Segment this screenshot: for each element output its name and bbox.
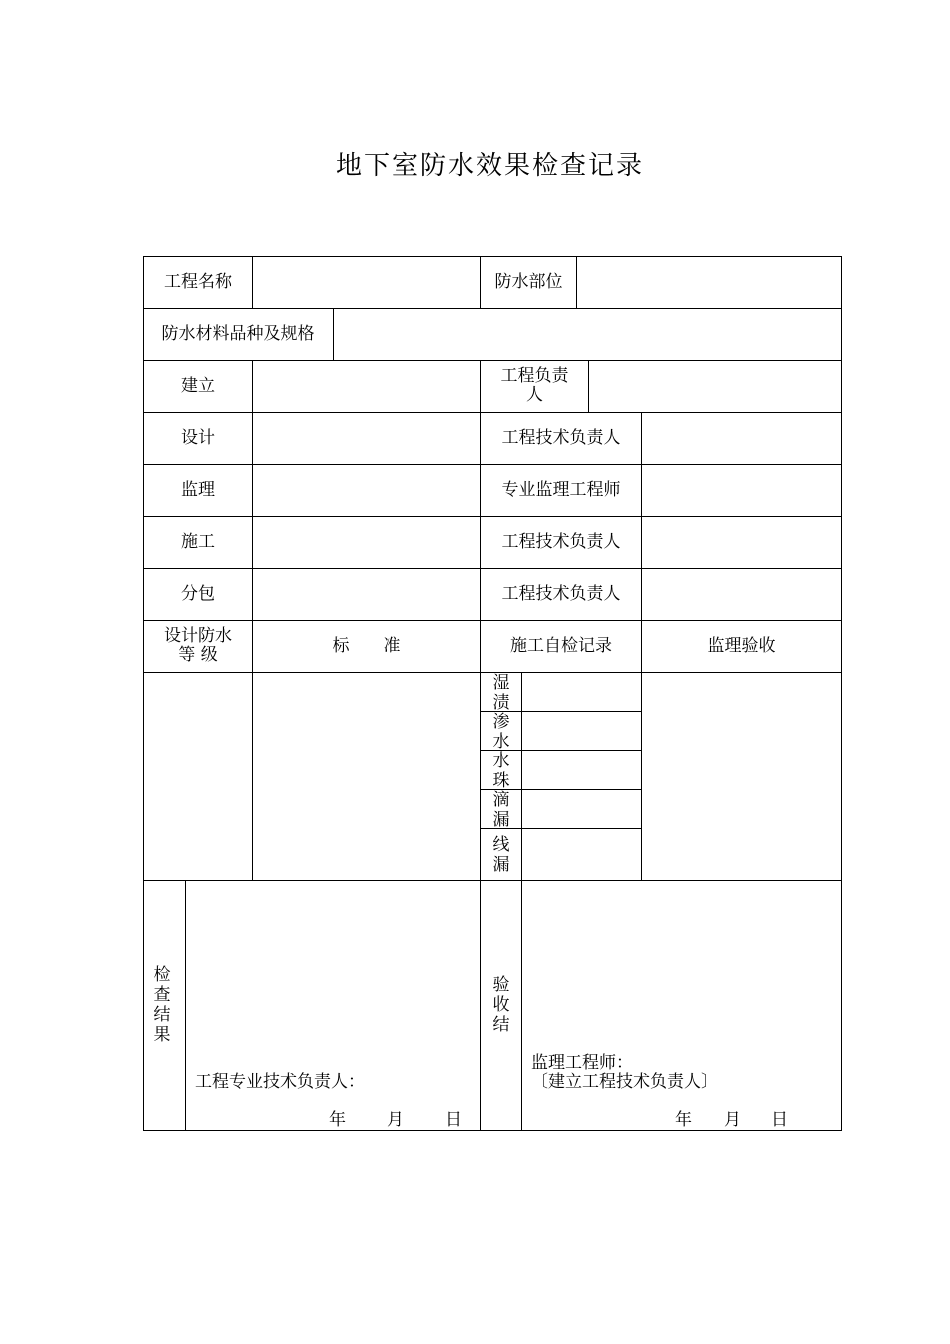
supervision-field[interactable]	[253, 464, 480, 516]
subcontract-label: 分包	[181, 584, 215, 604]
check-item-line-leak: 线漏	[492, 835, 510, 875]
table-border-right	[841, 256, 842, 1131]
subcontract-field[interactable]	[253, 568, 480, 620]
check-item-line-leak-field[interactable]	[522, 829, 641, 880]
project-name-field[interactable]	[253, 256, 480, 308]
check-item-drip-leak-field[interactable]	[522, 790, 641, 828]
accept-result-field[interactable]	[522, 881, 841, 1041]
supervision-person-label: 专业监理工程师	[501, 480, 621, 500]
accept-signer-2: 〔建立工程技术负责人〕	[531, 1072, 718, 1092]
design-person-label: 工程技术负责人	[501, 428, 621, 448]
accept-date-day: 日	[771, 1110, 788, 1130]
design-person-field[interactable]	[642, 412, 841, 464]
subcontract-person-label: 工程技术负责人	[501, 584, 621, 604]
check-item-seepage: 渗水	[492, 712, 510, 752]
standard-header: 标 准	[332, 636, 401, 656]
check-item-seepage-field[interactable]	[522, 712, 641, 750]
construction-person-label: 工程技术负责人	[501, 532, 621, 552]
check-date-year: 年	[329, 1110, 346, 1130]
builder-person-label	[481, 364, 588, 408]
material-field[interactable]	[334, 308, 841, 360]
builder-person-text: 工程负责人	[500, 366, 569, 405]
check-result-label: 检查结果	[153, 965, 171, 1045]
page-title: 地下室防水效果检查记录	[335, 151, 644, 181]
check-item-damp: 湿渍	[492, 673, 510, 713]
construction-field[interactable]	[253, 516, 480, 568]
self-check-header: 施工自检记录	[510, 636, 612, 656]
accept-result-label: 验收结	[492, 975, 510, 1035]
check-item-damp-field[interactable]	[522, 673, 641, 711]
construction-person-field[interactable]	[642, 516, 841, 568]
waterproof-part-label: 防水部位	[494, 272, 563, 292]
check-item-droplets: 水珠	[492, 751, 510, 791]
supervision-label: 监理	[181, 480, 215, 500]
supervision-person-field[interactable]	[642, 464, 841, 516]
accept-signer-1: 监理工程师：	[531, 1053, 633, 1073]
waterproof-part-field[interactable]	[577, 256, 841, 308]
supervision-accept-header: 监理验收	[707, 636, 776, 656]
grade-field[interactable]	[144, 673, 252, 880]
accept-date-year: 年	[675, 1110, 692, 1130]
check-item-drip-leak: 滴漏	[492, 790, 510, 830]
standard-field[interactable]	[253, 673, 480, 880]
builder-label: 建立	[181, 376, 215, 396]
design-label: 设计	[181, 428, 215, 448]
construction-label: 施工	[181, 532, 215, 552]
subcontract-person-field[interactable]	[642, 568, 841, 620]
table-border-bottom	[143, 1130, 842, 1131]
design-field[interactable]	[253, 412, 480, 464]
material-label: 防水材料品种及规格	[161, 324, 315, 344]
accept-date-month: 月	[724, 1110, 741, 1130]
check-result-field[interactable]	[186, 881, 480, 1051]
supervision-accept-field[interactable]	[642, 673, 841, 880]
check-date-day: 日	[445, 1110, 462, 1130]
grade-header-text: 设计防水等 级	[164, 626, 232, 665]
check-item-droplets-field[interactable]	[522, 751, 641, 789]
grade-header	[143, 624, 253, 668]
check-date-month: 月	[387, 1110, 404, 1130]
builder-field[interactable]	[253, 360, 480, 412]
builder-person-field[interactable]	[589, 360, 841, 412]
project-name-label: 工程名称	[164, 272, 232, 292]
check-result-signer: 工程专业技术负责人：	[195, 1072, 365, 1092]
